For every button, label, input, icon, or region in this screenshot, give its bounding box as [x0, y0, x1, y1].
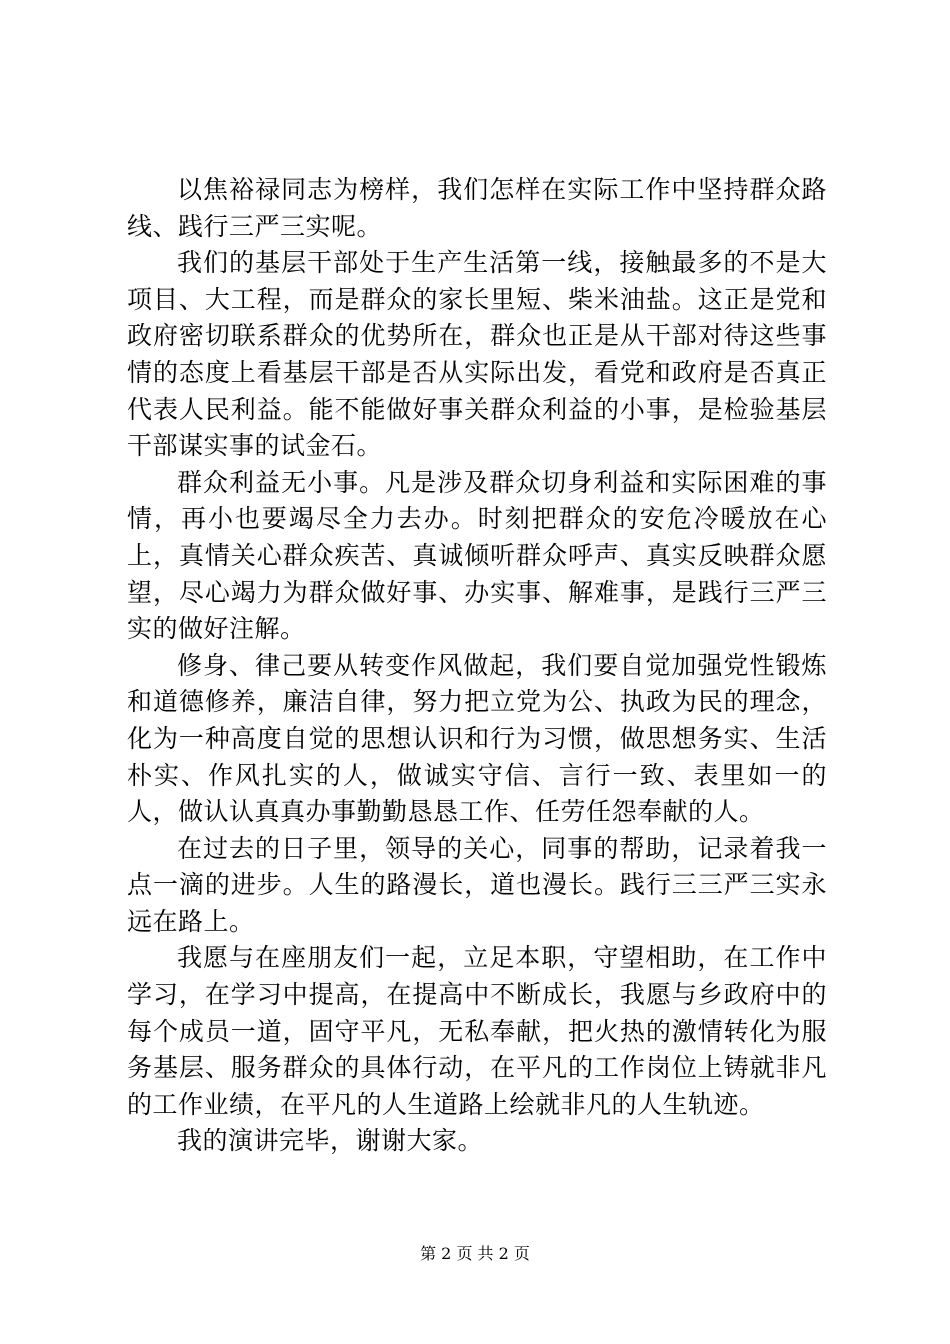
paragraph: 我的演讲完毕，谢谢大家。 — [177, 1126, 484, 1156]
paragraph: 在过去的日子里，领导的关心，同事的帮助，记录着我一点一滴的进步。人生的路漫长，道也漫长。践行三三严三实永远在路上。 — [127, 833, 827, 936]
paragraph: 以焦裕禄同志为榜样，我们怎样在实际工作中坚持群众路线、践行三严三实呢。 — [127, 175, 827, 241]
page-number: 第 2 页 共 2 页 — [420, 1244, 530, 1263]
page-footer — [0, 1244, 950, 1264]
document-body — [127, 172, 827, 1160]
paragraph: 修身、律己要从转变作风做起，我们要自觉加强党性锻炼和道德修养，廉洁自律，努力把立党为公、执政为民的理念，化为一种高度自觉的思想认识和行为习惯，做思想务实、生活朴实、作风扎实的人，做诚实守信、言行一致、表里如一的人，做认认真真办事勤勤恳恳工作、任劳任怨奉献的人。 — [127, 650, 827, 827]
paragraph: 群众利益无小事。凡是涉及群众切身利益和实际困难的事情，再小也要竭尽全力去办。时刻把群众的安危冷暖放在心上，真情关心群众疾苦、真诚倾听群众呼声、真实反映群众愿望，尽心竭力为群众做好事、办实事、解难事，是践行三严三实的做好注解。 — [127, 467, 827, 644]
paragraph: 我愿与在座朋友们一起，立足本职，守望相助，在工作中学习，在学习中提高，在提高中不断成长，我愿与乡政府中的每个成员一道，固守平凡，无私奉献，把火热的激情转化为服务基层、服务群众的具体行动，在平凡的工作岗位上铸就非凡的工作业绩，在平凡的人生道路上绘就非凡的人生轨迹。 — [127, 943, 827, 1119]
paragraph: 我们的基层干部处于生产生活第一线，接触最多的不是大项目、大工程，而是群众的家长里短、柴米油盐。这正是党和政府密切联系群众的优势所在，群众也正是从干部对待这些事情的态度上看基层干部是否从实际出发，看党和政府是否真正代表人民利益。能不能做好事关群众利益的小事，是检验基层干部谋实事的试金石。 — [127, 248, 827, 461]
